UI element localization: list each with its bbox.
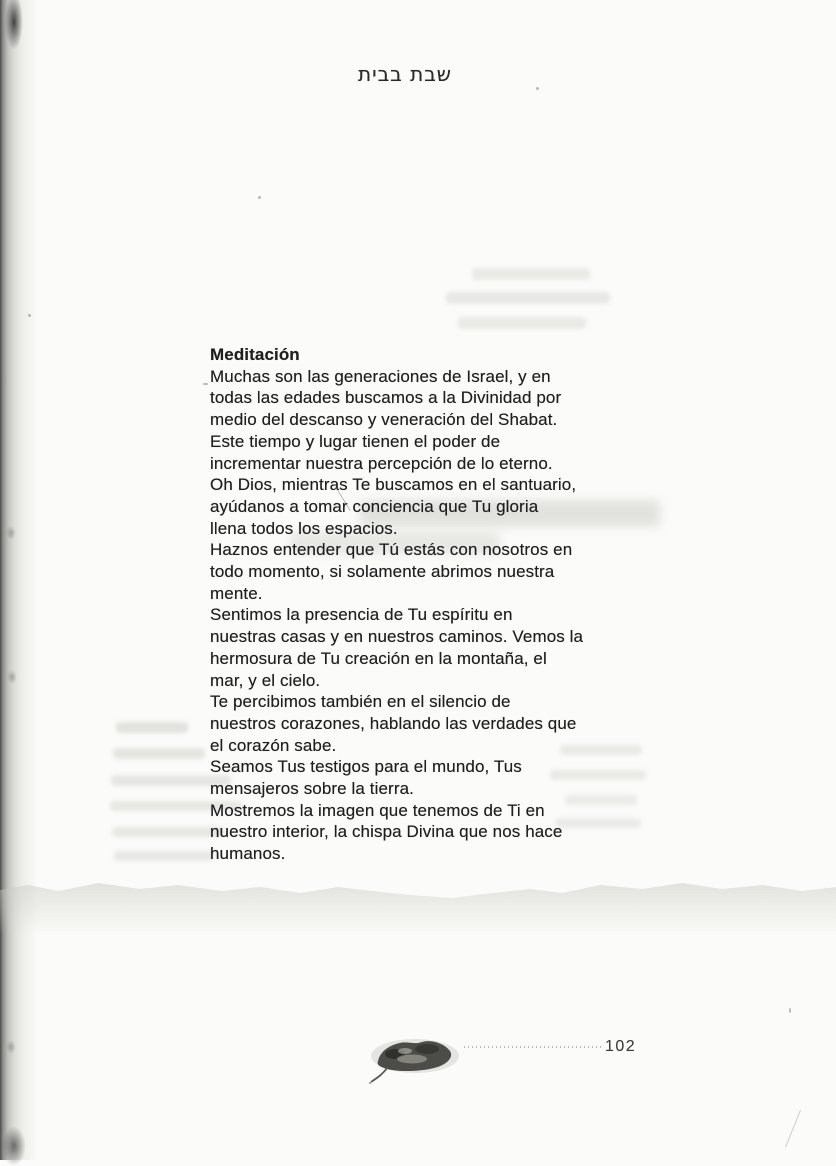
meditation-line: humanos. — [210, 844, 286, 864]
meditation-lines — [210, 366, 630, 865]
meditation-line: nuestras casas y en nuestros caminos. Vemos la — [210, 627, 584, 647]
meditation-line: ayúdanos a tomar conciencia que Tu gloria — [210, 496, 539, 516]
hebrew-header-title: שבת בבית — [358, 62, 452, 86]
bleed-through-text — [113, 748, 205, 759]
bleed-through-text — [112, 827, 224, 837]
meditation-line: mente. — [210, 583, 263, 603]
bleed-through-text — [446, 292, 610, 304]
bleed-through-text — [114, 851, 214, 861]
meditation-line: Muchas son las generaciones de Israel, y en — [210, 366, 551, 386]
meditation-line: todas las edades buscamos a la Divinidad por — [210, 388, 562, 408]
scan-speck — [203, 383, 208, 385]
meditation-line: hermosura de Tu creación en la montaña, el — [210, 648, 547, 668]
meditation-line: nuestros corazones, hablando las verdades que — [210, 713, 577, 733]
meditation-heading: Meditación — [210, 345, 300, 364]
meditation-line: mensajeros sobre la tierra. — [210, 779, 414, 799]
bleed-through-text — [116, 722, 188, 733]
meditation-line: Haznos entender que Tú estás con nosotros en — [210, 540, 573, 560]
scan-speck — [789, 1008, 791, 1013]
binding-mark — [6, 1040, 16, 1054]
scan-scratch — [785, 1110, 801, 1147]
meditation-line: nuestro interior, la chispa Divina que nos hace — [210, 822, 563, 842]
bleed-through-mountain-band — [0, 874, 836, 936]
binding-mark — [6, 526, 16, 540]
meditation-line: Seamos Tus testigos para el mundo, Tus — [210, 757, 522, 777]
leaf-ornament-icon — [364, 1024, 466, 1086]
meditation-line: medio del descanso y veneración del Shabat. — [210, 410, 558, 430]
scan-corner-shadow-bottom — [2, 1126, 26, 1166]
dotted-leader-line — [464, 1046, 602, 1048]
binding-mark — [7, 670, 17, 684]
meditation-line: todo momento, si solamente abrimos nuestra — [210, 562, 555, 582]
scan-speck — [536, 87, 539, 90]
meditation-line: Te percibimos también en el silencio de — [210, 692, 511, 712]
bleed-through-text — [472, 268, 590, 280]
meditation-line: Oh Dios, mientras Te buscamos en el santuario, — [210, 475, 577, 495]
page-number: 102 — [605, 1038, 637, 1055]
meditation-line: Este tiempo y lugar tienen el poder de — [210, 431, 501, 451]
scan-speck — [28, 314, 31, 317]
meditation-line: incrementar nuestra percepción de lo eterno. — [210, 453, 553, 473]
meditation-line: llena todos los espacios. — [210, 518, 398, 538]
scan-speck — [258, 196, 261, 199]
scan-gutter-shadow — [0, 0, 38, 1160]
bleed-through-text — [458, 317, 586, 329]
meditation-line: Mostremos la imagen que tenemos de Ti en — [210, 800, 545, 820]
meditation-line: mar, y el cielo. — [210, 670, 321, 690]
meditation-line: el corazón sabe. — [210, 735, 337, 755]
meditation-text-block — [210, 344, 630, 865]
meditation-line: Sentimos la presencia de Tu espíritu en — [210, 605, 513, 625]
